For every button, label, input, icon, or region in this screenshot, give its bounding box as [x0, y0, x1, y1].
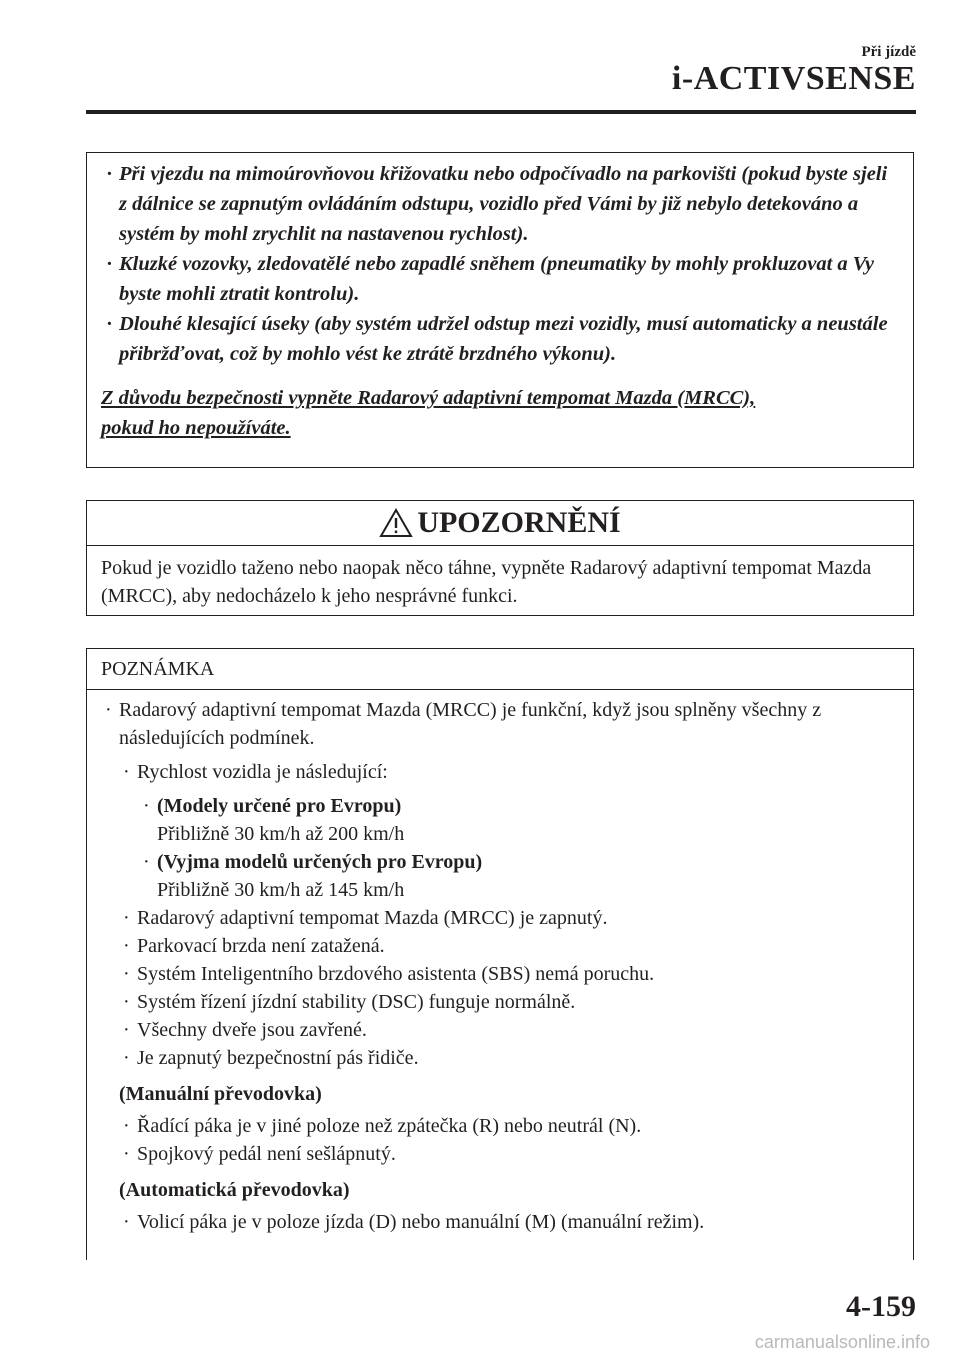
manual-item: · Řadící páka je v jiné poloze než zpátečka (R) nebo neutrál (N).	[123, 1115, 642, 1137]
caution-title: UPOZORNĚNÍ	[417, 506, 621, 539]
auto-item: · Volicí páka je v poloze jízda (D) nebo manuální (M) (manuální režim).	[123, 1211, 705, 1233]
warning-bullet: · Kluzké vozovky, zledovatělé nebo zapadlé sněhem (pneumatiky by mohly prokluzovat a Vy byste mohli ztratit kontrolu).	[106, 253, 875, 305]
watermark: carmanualsonline.info	[754, 1332, 930, 1352]
condition-item: · Systém Inteligentního brzdového asistenta (SBS) nemá poruchu.	[123, 963, 655, 985]
warning-box-continuation	[86, 152, 914, 468]
section-label: Při jízdě	[861, 44, 916, 60]
header-divider	[86, 110, 916, 114]
caution-text: Pokud je vozidlo taženo nebo naopak něco táhne, vypněte Radarový adaptivní tempomat Mazda (MRCC), aby nedocházelo k jeho nesprávné funkci.	[101, 557, 872, 607]
speed-heading: · Rychlost vozidla je následující:	[123, 761, 388, 783]
page-title: i-ACTIVSENSE	[671, 60, 916, 97]
non-europe-label: · (Vyjma modelů určených pro Evropu)	[143, 851, 483, 873]
condition-item: · Všechny dveře jsou zavřené.	[123, 1019, 367, 1041]
page-number: 4-159	[846, 1290, 916, 1323]
auto-heading: (Automatická převodovka)	[119, 1179, 350, 1201]
manual-item: · Spojkový pedál není sešlápnutý.	[123, 1143, 396, 1165]
note-title: POZNÁMKA	[87, 649, 913, 690]
europe-value: Přibližně 30 km/h až 200 km/h	[157, 823, 405, 845]
condition-item: · Systém řízení jízdní stability (DSC) funguje normálně.	[123, 991, 576, 1013]
note-box	[86, 648, 914, 1260]
condition-item: · Parkovací brzda není zatažená.	[123, 935, 385, 957]
note-intro: · Radarový adaptivní tempomat Mazda (MRCC) je funkční, když jsou splněny všechny z následujících podmínek.	[105, 699, 822, 749]
manual-heading: (Manuální převodovka)	[119, 1083, 322, 1105]
warning-triangle-icon	[379, 508, 413, 538]
condition-item: · Je zapnutý bezpečnostní pás řidiče.	[123, 1047, 419, 1069]
warning-bullet: · Při vjezdu na mimoúrovňovou křižovatku nebo odpočívadlo na parkovišti (pokud byste sjeli z dálnice se zapnutým ovládáním odstupu, vozidlo před Vámi by již nebylo detekováno a systém by mohl zrychlit na nastavenou rychlost).	[106, 163, 888, 245]
caution-box	[86, 500, 914, 616]
caution-header	[87, 501, 913, 546]
europe-label: · (Modely určené pro Evropu)	[143, 795, 402, 817]
non-europe-value: Přibližně 30 km/h až 145 km/h	[157, 879, 405, 901]
warning-summary: Z důvodu bezpečnosti vypněte Radarový adaptivní tempomat Mazda (MRCC), pokud ho nepoužíváte.	[101, 387, 756, 439]
warning-bullet: · Dlouhé klesající úseky (aby systém udržel odstup mezi vozidly, musí automaticky a neustále přibržďovat, což by mohlo vést ke ztrátě brzdného výkonu).	[106, 313, 888, 365]
condition-item: · Radarový adaptivní tempomat Mazda (MRCC) je zapnutý.	[123, 907, 608, 929]
